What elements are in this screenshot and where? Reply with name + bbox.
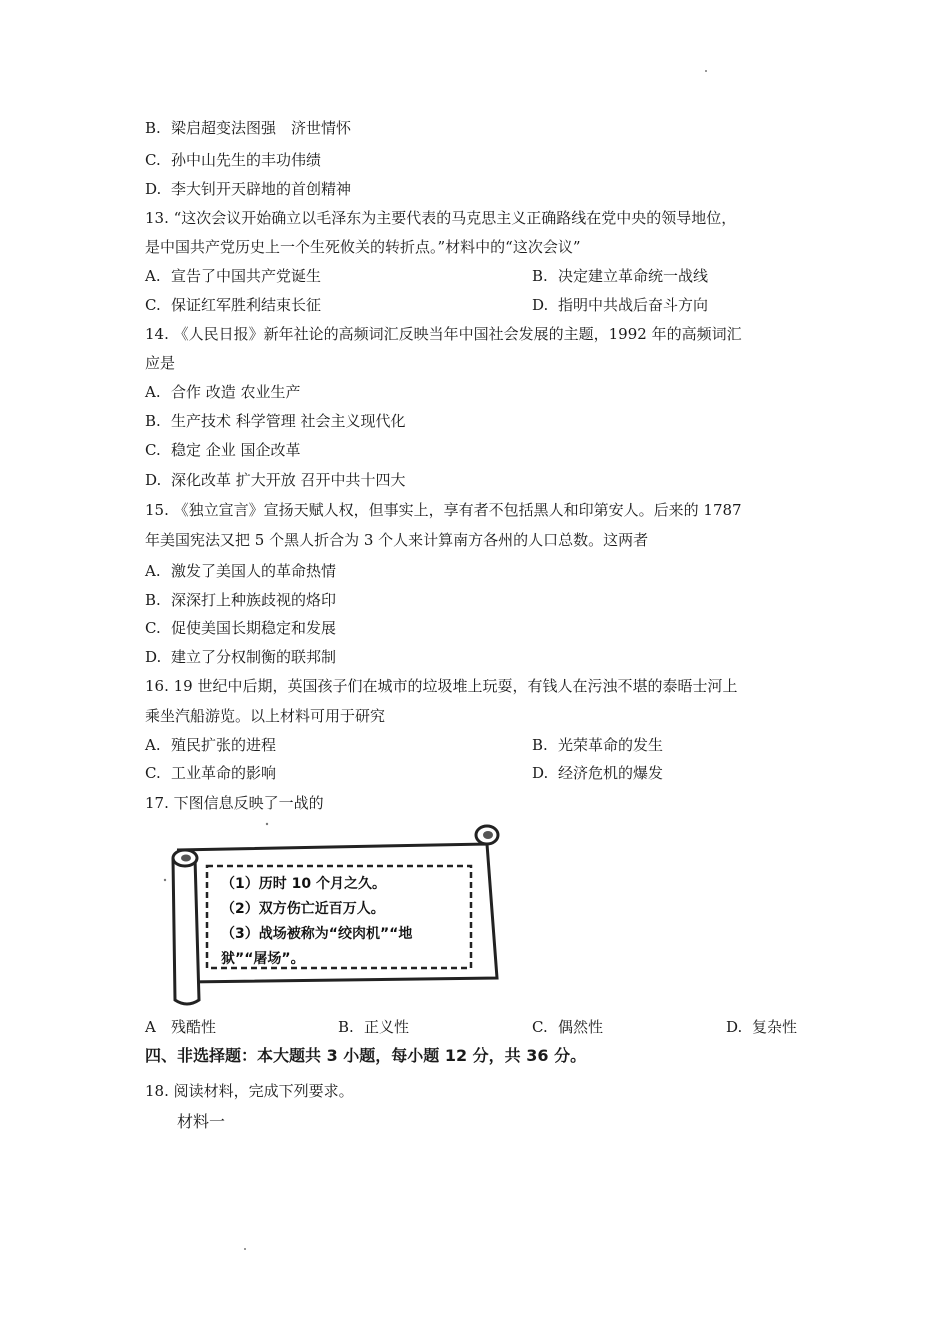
q17-stem: 17. 下图信息反映了一战的 — [145, 794, 324, 812]
scroll-text — [221, 872, 412, 972]
q18-stem: 18. 阅读材料，完成下列要求。 — [145, 1082, 354, 1100]
scroll-line-3: （3）战场被称为“绞肉机”“地 — [221, 926, 413, 942]
q12-option-c[interactable]: C. 孙中山先生的丰功伟绩 — [145, 151, 322, 169]
q13-stem-line-2: 是中国共产党历史上一个生死攸关的转折点。”材料中的“这次会议” — [145, 238, 581, 256]
q16-stem-line-1: 16. 19 世纪中后期，英国孩子们在城市的垃圾堆上玩耍，有钱人在污浊不堪的泰晤士河上 — [145, 677, 738, 695]
q14-option-d[interactable]: D. 深化改革 扩大开放 召开中共十四大 — [145, 471, 406, 489]
scan-speck — [705, 70, 707, 72]
scan-speck — [244, 1248, 246, 1250]
q14-option-a[interactable]: A. 合作 改造 农业生产 — [145, 383, 301, 401]
q17-option-c[interactable]: C. 偶然性 — [532, 1018, 604, 1036]
q15-option-a[interactable]: A. 激发了美国人的革命热情 — [145, 562, 337, 580]
q13-option-d[interactable]: D. 指明中共战后奋斗方向 — [532, 296, 709, 314]
q14-option-c[interactable]: C. 稳定 企业 国企改革 — [145, 441, 301, 459]
q13-option-b[interactable]: B. 决定建立革命统一战线 — [532, 267, 709, 285]
q15-option-c[interactable]: C. 促使美国长期稳定和发展 — [145, 619, 337, 637]
q17-option-b[interactable]: B. 正义性 — [338, 1018, 410, 1036]
scroll-line-1: （1）历时 10 个月之久。 — [221, 876, 386, 892]
q13-option-a[interactable]: A. 宣告了中国共产党诞生 — [145, 267, 322, 285]
q16-option-d[interactable]: D. 经济危机的爆发 — [532, 764, 664, 782]
q14-option-b[interactable]: B. 生产技术 科学管理 社会主义现代化 — [145, 412, 406, 430]
q16-option-a[interactable]: A. 殖民扩张的进程 — [145, 736, 277, 754]
q15-option-d[interactable]: D. 建立了分权制衡的联邦制 — [145, 648, 337, 666]
q14-stem-line-2: 应是 — [145, 354, 176, 372]
q14-stem-line-1: 14. 《人民日报》新年社论的高频词汇反映当年中国社会发展的主题，1992 年的高频词汇 — [145, 325, 742, 343]
q12-option-b[interactable]: B. 梁启超变法图强 济世情怀 — [145, 119, 352, 137]
q13-option-c[interactable]: C. 保证红军胜利结束长征 — [145, 296, 322, 314]
q16-option-b[interactable]: B. 光荣革命的发生 — [532, 736, 664, 754]
scroll-line-2: （2）双方伤亡近百万人。 — [221, 901, 385, 917]
q17-option-d[interactable]: D. 复杂性 — [726, 1018, 798, 1036]
scroll-illustration — [155, 820, 515, 1015]
section-heading: 四、非选择题：本大题共 3 小题，每小题 12 分，共 36 分。 — [145, 1046, 587, 1065]
scroll-line-4: 狱”“屠场”。 — [221, 951, 305, 967]
q13-stem-line-1: 13. “这次会议开始确立以毛泽东为主要代表的马克思主义正确路线在党中央的领导地位， — [145, 209, 737, 227]
q15-stem-line-2: 年美国宪法又把 5 个黑人折合为 3 个人来计算南方各州的人口总数。这两者 — [145, 531, 649, 549]
q16-stem-line-2: 乘坐汽船游览。以上材料可用于研究 — [145, 707, 386, 725]
q16-option-c[interactable]: C. 工业革命的影响 — [145, 764, 277, 782]
material-label: 材料一 — [177, 1112, 226, 1131]
q15-stem-line-1: 15. 《独立宣言》宣扬天赋人权，但事实上，享有者不包括黑人和印第安人。后来的 1787 — [145, 501, 742, 519]
q15-option-b[interactable]: B. 深深打上种族歧视的烙印 — [145, 591, 337, 609]
q17-option-a[interactable]: A 残酷性 — [145, 1018, 217, 1036]
q12-option-d[interactable]: D. 李大钊开天辟地的首创精神 — [145, 180, 352, 198]
